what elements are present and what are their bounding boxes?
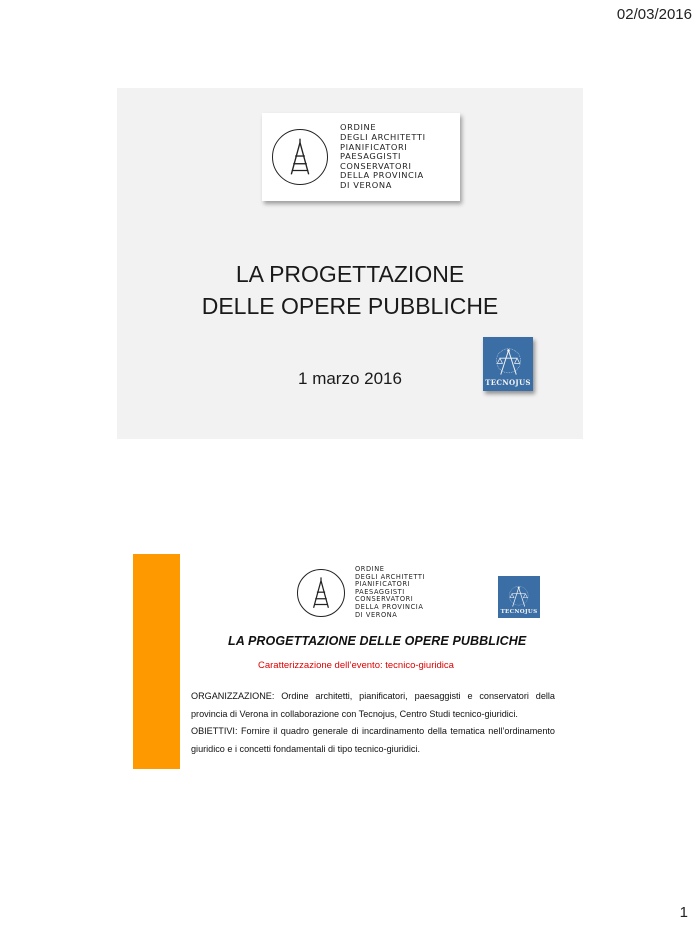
logo-line: DELLA PROVINCIA: [355, 602, 424, 611]
title-line-1: LA PROGETTAZIONE: [235, 261, 465, 287]
architect-a-ladder-icon: [297, 569, 345, 617]
tecnojus-badge: [498, 576, 540, 618]
order-logo-text: [355, 566, 425, 619]
logo-line: PAESAGGISTI: [340, 151, 402, 162]
logo-line: ORDINE: [340, 122, 377, 133]
slide-1-title: [117, 258, 583, 322]
slide-1: [117, 88, 583, 439]
logo-line: DI VERONA: [355, 610, 398, 619]
organizzazione-paragraph: ORGANIZZAZIONE: Ordine architetti, pianificatori, paesaggisti e conservatori della provincia di Verona in collaborazione con Tecnojus, Centro Studi tecnico-giuridici.: [191, 691, 555, 719]
order-logo-small: [297, 566, 425, 619]
logo-line: ORDINE: [355, 565, 385, 573]
order-logo-card: [262, 113, 460, 201]
logo-line: DELLA PROVINCIA: [340, 170, 424, 181]
logo-line: PAESAGGISTI: [355, 587, 405, 596]
obiettivi-paragraph: OBIETTIVI: Fornire il quadro generale di incardinamento della tematica nell’ordinamento giuridico e i concetti fondamentali di tipo tecnico-giuridici.: [191, 726, 555, 754]
slide-2: [133, 554, 567, 769]
slide-2-body: [191, 688, 555, 758]
badge-label: TECNOJUS: [485, 378, 531, 387]
badge-label: TECNOJUS: [500, 609, 538, 615]
page-date: 02/03/2016: [616, 6, 692, 23]
compass-scales-icon: [504, 585, 533, 609]
logo-line: DEGLI ARCHITETTI: [355, 572, 426, 581]
slide-2-subtitle: Caratterizzazione dell’evento: tecnico-giuridica: [258, 660, 454, 671]
title-line-2: DELLE OPERE PUBBLICHE: [201, 293, 499, 319]
slide-1-date: 1 marzo 2016: [298, 369, 402, 388]
slide-2-title: LA PROGETTAZIONE DELLE OPERE PUBBLICHE: [228, 634, 527, 648]
logo-line: DI VERONA: [340, 179, 392, 190]
logo-line: CONSERVATORI: [340, 160, 412, 171]
architect-a-ladder-icon: [272, 129, 328, 185]
logo-line: CONSERVATORI: [355, 595, 414, 604]
compass-scales-icon: [491, 347, 526, 378]
logo-line: PIANIFICATORI: [340, 141, 408, 152]
tecnojus-badge: [483, 337, 533, 391]
logo-line: PIANIFICATORI: [355, 580, 411, 589]
page-number: 1: [679, 904, 688, 921]
accent-bar: [133, 554, 180, 769]
logo-line: DEGLI ARCHITETTI: [340, 132, 426, 143]
order-logo-text: [340, 123, 426, 190]
